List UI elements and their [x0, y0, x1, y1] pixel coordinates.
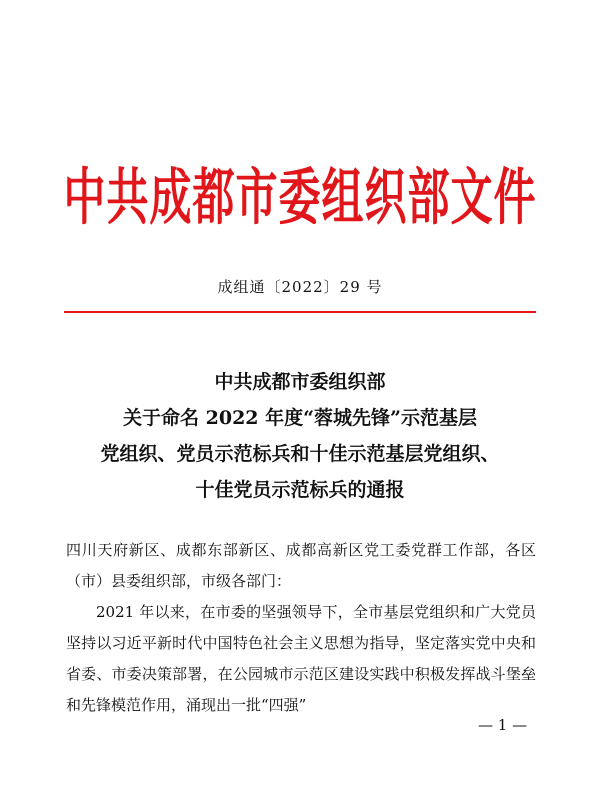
document-number: 成组通〔2022〕29 号 [217, 278, 383, 296]
addressee-paragraph: 四川天府新区、成都东部新区、成都高新区党工委党群工作部，各区（市）县委组织部，市级各部门： [66, 541, 536, 590]
notice-title-line: 十佳党员示范标兵的通报 [195, 479, 405, 501]
document-body [66, 535, 536, 721]
notice-title-line: 党组织、党员示范标兵和十佳示范基层党组织、 [100, 443, 500, 465]
document-header-title: 中共成都市委组织部文件 [63, 161, 537, 233]
body-paragraph: 2021 年以来，在市委的坚强领导下，全市基层党组织和广大党员坚持以习近平新时代中国特色社会主义思想为指导，坚定落实党中央和省委、市委决策部署，在公园城市示范区建设实践中积极发挥战斗堡垒和先锋模范作用，涌现出一批“四强” [66, 603, 536, 714]
red-divider-line [64, 311, 536, 313]
notice-title-line: 关于命名 2022 年度“蓉城先锋”示范基层 [123, 407, 477, 429]
notice-title [40, 364, 560, 508]
page-number: — 1 — [478, 716, 528, 734]
notice-title-line: 中共成都市委组织部 [214, 371, 386, 393]
